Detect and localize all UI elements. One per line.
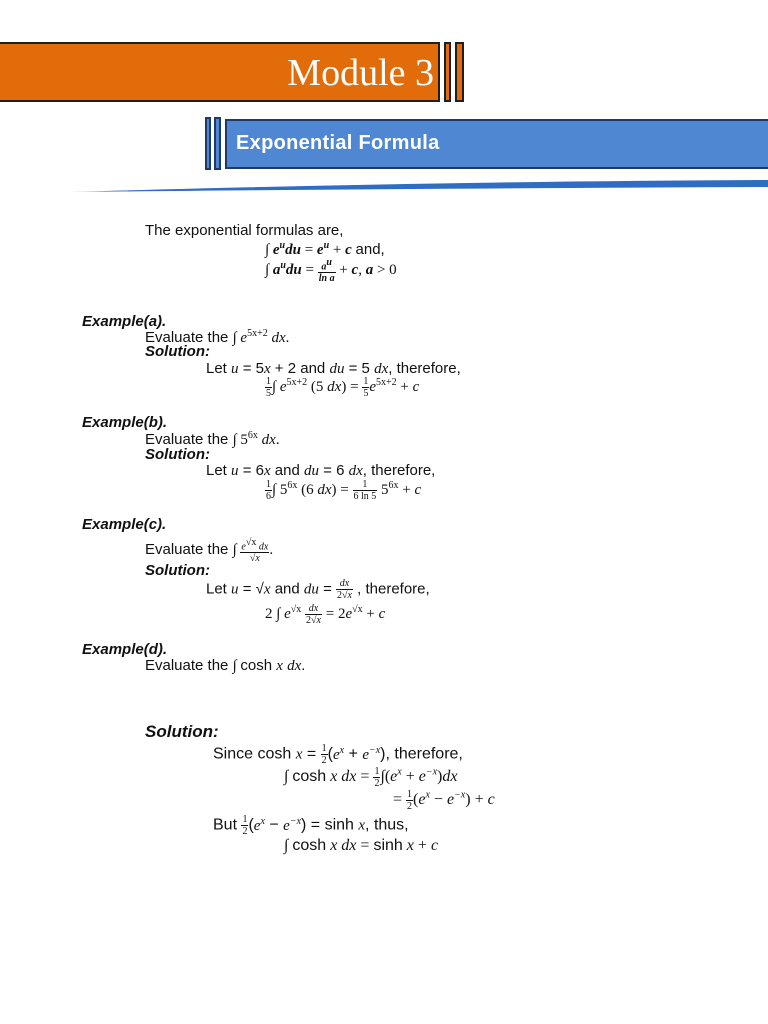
module-banner-stripe: [455, 42, 464, 102]
example-b-step-2: $\frac{1}{6}$ ∫ $5^{6x}$ (6 dx) = $\frac{1}{6 \ln 5}$ $5^{6x} + c$: [266, 479, 422, 502]
example-d-step-3: = $\frac{1}{2}$ $(e^x - e^{-x}) + c$: [393, 789, 495, 812]
example-a-solution-label: Solution:: [145, 343, 210, 360]
example-d-solution-label: Solution:: [145, 722, 219, 741]
example-c-step-1: Let u = √x and du = $\frac{dx}{2√x}$ , therefore,: [206, 578, 430, 601]
formula-1: ∫ $e^udu = e^u + c$ and,: [265, 240, 385, 258]
example-d-prompt: Evaluate the ∫ cosh x dx.: [145, 657, 306, 674]
intro-text: The exponential formulas are,: [145, 222, 344, 239]
example-a-step-2: $\frac{1}{5}$ ∫ $e^{5x+2}$ (5 dx) = $\frac{1}{5}$ $e^{5x+2} + c$: [266, 376, 420, 399]
section-title: Exponential Formula: [236, 132, 440, 154]
example-b-solution-label: Solution:: [145, 446, 210, 463]
example-c-prompt: Evaluate the ∫ $\frac{e^{√x} dx}{√x}$ .: [145, 537, 274, 565]
example-d-heading: Example(d).: [82, 641, 168, 658]
example-d-step-5: ∫ cosh x dx = sinh x + c: [284, 837, 439, 854]
section-header-stripe: [205, 117, 211, 170]
divider-swoosh: [70, 178, 768, 196]
example-d-step-4: But $\frac{1}{2}$ $(e^x - e^{-x}) = \sinh x$, thus,: [213, 814, 409, 837]
section-header-stripe: [214, 117, 221, 170]
formula-2: ∫ $a^udu$ = $\frac{a^u}{\text{ln a}}$ + c, a > 0: [265, 257, 397, 285]
example-c-solution-label: Solution:: [145, 562, 210, 579]
example-c-heading: Example(c).: [82, 516, 167, 533]
example-d-step-1: Since cosh x = $\frac{1}{2}$ $(e^x + e^{-x})$, therefore,: [213, 743, 463, 766]
example-b-prompt: Evaluate the ∫ $5^{6x}$ dx.: [145, 430, 280, 448]
example-a-heading: Example(a).: [82, 313, 167, 330]
module-title: Module 3: [287, 52, 434, 94]
example-b-step-1: Let u = 6x and du = 6 dx, therefore,: [206, 462, 436, 479]
example-b-heading: Example(b).: [82, 414, 168, 431]
example-a-prompt: Evaluate the ∫ $e^{5x+2}$ dx.: [145, 328, 290, 346]
module-banner-stripe: [444, 42, 451, 102]
example-d-step-2: ∫ cosh x dx = $\frac{1}{2}$ $\int(e^x + e^{-x})dx$: [284, 766, 458, 789]
example-c-step-2: 2 ∫ $e^{√x}$ $\frac{dx}{2√x}$ = $2e^{√x} + c$: [265, 603, 386, 626]
example-a-step-1: Let u = 5x + 2 and du = 5 dx, therefore,: [206, 360, 461, 377]
